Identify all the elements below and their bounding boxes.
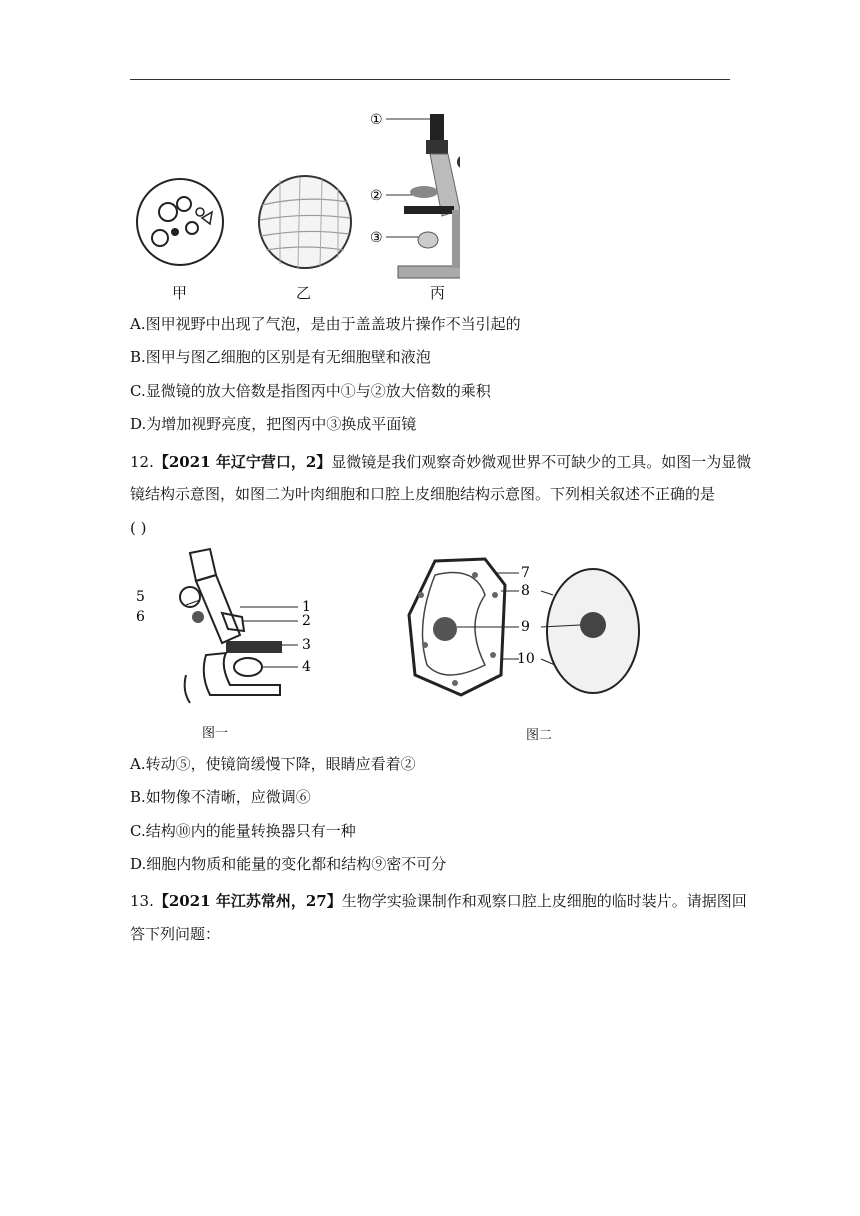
figure-12-microscope (130, 545, 330, 710)
q12-option-d: D.细胞内物质和能量的变化都和结构⑨密不可分 (130, 855, 447, 873)
q12-option-a: A.转动⑤，使镜筒缓慢下降，眼睛应看着② (130, 755, 416, 773)
fig12-num-3: 3 (302, 637, 311, 653)
q12-stem-text1: 显微镜是我们观察奇妙微观世界不可缺少的工具。如图一为显微 (331, 453, 752, 471)
view-yi-circle (259, 176, 351, 268)
q12-stem-line2: 镜结构示意图，如图二为叶肉细胞和口腔上皮细胞结构示意图。下列相关叙述不正确的是 (130, 485, 716, 503)
q12-number: 12. (130, 453, 154, 471)
q11-option-a: A.图甲视野中出现了气泡，是由于盖盖玻片操作不当引起的 (130, 315, 521, 333)
fig12-num-7: 7 (521, 565, 530, 581)
fig12-num-4: 4 (302, 659, 311, 675)
figure1-label-bing: 丙 (430, 284, 446, 302)
q11-option-d: D.为增加视野亮度，把图丙中③换成平面镜 (130, 415, 417, 433)
figure-microscope-views (130, 100, 460, 300)
callout-2: ② (370, 188, 383, 204)
fig12-num-8: 8 (521, 583, 530, 599)
fig12-num-10: 10 (517, 651, 535, 667)
q13-stem-text1: 生物学实验课制作和观察口腔上皮细胞的临时装片。请据图回 (341, 892, 747, 910)
q11-option-b: B.图甲与图乙细胞的区别是有无细胞壁和液泡 (130, 348, 431, 366)
figure1-label-yi: 乙 (296, 284, 312, 302)
q12-option-c: C.结构⑩内的能量转换器只有一种 (130, 822, 356, 840)
q12-bracket: ( ) (130, 519, 147, 537)
figure-12-cells (405, 555, 645, 710)
q13-stem-line1 (130, 891, 747, 911)
fig12-num-1: 1 (302, 599, 311, 615)
callout-3: ③ (370, 230, 383, 246)
view-jia-circle (137, 179, 223, 265)
header-rule (130, 79, 730, 80)
q13-source: 【2021 年江苏常州，27】 (153, 892, 342, 910)
fig12-num-5: 5 (136, 589, 145, 605)
fig12-num-6: 6 (136, 609, 145, 625)
q11-option-c: C.显微镜的放大倍数是指图丙中①与②放大倍数的乘积 (130, 382, 491, 400)
view-bing-microscope (398, 114, 460, 278)
q13-stem-line2: 答下列问题： (130, 925, 221, 943)
fig12-num-2: 2 (302, 613, 311, 629)
q12-stem-line1 (130, 452, 751, 472)
figure-12-caption-1: 图一 (202, 726, 229, 741)
figure-12-caption-2: 图二 (526, 728, 553, 743)
q12-option-b: B.如物像不清晰，应微调⑥ (130, 788, 311, 806)
q12-source: 【2021 年辽宁营口，2】 (153, 453, 332, 471)
fig12-num-9: 9 (521, 619, 530, 635)
callout-1: ① (370, 112, 383, 128)
q13-number: 13. (130, 892, 154, 910)
figure1-label-jia: 甲 (172, 284, 188, 302)
